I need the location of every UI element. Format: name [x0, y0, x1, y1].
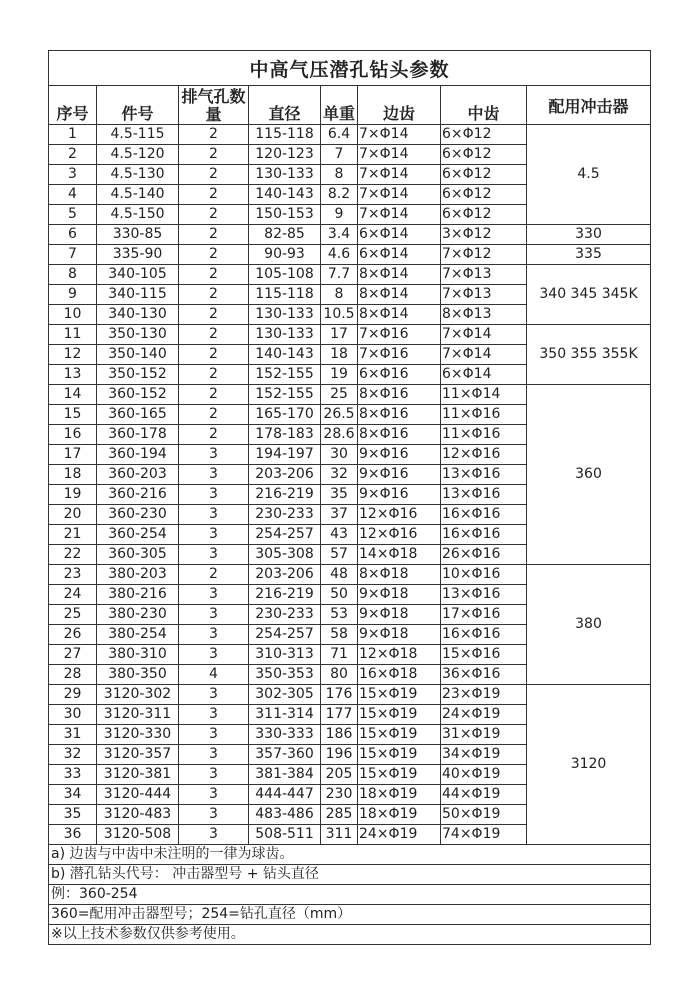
cell-unit-weight: 28.6	[321, 425, 358, 445]
header-diameter: 直径	[249, 86, 321, 125]
cell-diameter: 82-85	[249, 225, 321, 245]
cell-side-teeth: 6×Φ14	[358, 225, 441, 245]
cell-middle-teeth: 23×Φ19	[441, 685, 527, 705]
cell-unit-weight: 26.5	[321, 405, 358, 425]
cell-exhaust-holes: 3	[179, 685, 249, 705]
cell-unit-weight: 58	[321, 625, 358, 645]
cell-middle-teeth: 36×Φ16	[441, 665, 527, 685]
note-row	[49, 905, 651, 925]
cell-middle-teeth: 6×Φ12	[441, 205, 527, 225]
cell-part-number: 4.5-140	[97, 185, 179, 205]
cell-seq: 36	[49, 825, 97, 845]
cell-exhaust-holes: 2	[179, 225, 249, 245]
cell-exhaust-holes: 2	[179, 265, 249, 285]
cell-side-teeth: 8×Φ14	[358, 285, 441, 305]
cell-unit-weight: 6.4	[321, 125, 358, 145]
cell-part-number: 380-216	[97, 585, 179, 605]
cell-unit-weight: 8	[321, 165, 358, 185]
cell-part-number: 360-305	[97, 545, 179, 565]
cell-part-number: 3120-483	[97, 805, 179, 825]
cell-middle-teeth: 31×Φ19	[441, 725, 527, 745]
cell-seq: 18	[49, 465, 97, 485]
cell-seq: 34	[49, 785, 97, 805]
cell-unit-weight: 53	[321, 605, 358, 625]
cell-unit-weight: 177	[321, 705, 358, 725]
note-row	[49, 925, 651, 945]
cell-part-number: 360-178	[97, 425, 179, 445]
cell-seq: 3	[49, 165, 97, 185]
cell-impactor: 3120	[527, 685, 651, 845]
cell-side-teeth: 9×Φ18	[358, 585, 441, 605]
cell-seq: 27	[49, 645, 97, 665]
cell-exhaust-holes: 3	[179, 445, 249, 465]
cell-side-teeth: 8×Φ18	[358, 565, 441, 585]
cell-diameter: 311-314	[249, 705, 321, 725]
cell-diameter: 140-143	[249, 345, 321, 365]
cell-exhaust-holes: 2	[179, 425, 249, 445]
cell-middle-teeth: 50×Φ19	[441, 805, 527, 825]
cell-unit-weight: 48	[321, 565, 358, 585]
table-row	[49, 685, 651, 705]
cell-middle-teeth: 6×Φ14	[441, 365, 527, 385]
parameter-sheet	[48, 50, 650, 945]
cell-part-number: 380-230	[97, 605, 179, 625]
cell-unit-weight: 30	[321, 445, 358, 465]
cell-exhaust-holes: 3	[179, 705, 249, 725]
cell-seq: 10	[49, 305, 97, 325]
cell-seq: 29	[49, 685, 97, 705]
cell-middle-teeth: 7×Φ13	[441, 285, 527, 305]
notes-section	[49, 845, 651, 945]
cell-exhaust-holes: 3	[179, 525, 249, 545]
header-unit-weight: 单重	[321, 86, 358, 125]
cell-middle-teeth: 16×Φ16	[441, 625, 527, 645]
cell-middle-teeth: 16×Φ16	[441, 525, 527, 545]
cell-seq: 13	[49, 365, 97, 385]
cell-part-number: 340-130	[97, 305, 179, 325]
cell-unit-weight: 285	[321, 805, 358, 825]
cell-unit-weight: 18	[321, 345, 358, 365]
cell-middle-teeth: 40×Φ19	[441, 765, 527, 785]
cell-diameter: 130-133	[249, 165, 321, 185]
cell-diameter: 230-233	[249, 505, 321, 525]
note-row	[49, 885, 651, 905]
cell-impactor: 380	[527, 565, 651, 685]
cell-seq: 5	[49, 205, 97, 225]
cell-middle-teeth: 11×Φ16	[441, 425, 527, 445]
cell-exhaust-holes: 2	[179, 345, 249, 365]
table-row	[49, 245, 651, 265]
cell-exhaust-holes: 2	[179, 385, 249, 405]
cell-side-teeth: 6×Φ14	[358, 245, 441, 265]
cell-part-number: 360-203	[97, 465, 179, 485]
table-row	[49, 125, 651, 145]
cell-unit-weight: 311	[321, 825, 358, 845]
cell-diameter: 90-93	[249, 245, 321, 265]
note-text: a) 边齿与中齿中未注明的一律为球齿。	[49, 845, 651, 865]
cell-middle-teeth: 3×Φ12	[441, 225, 527, 245]
cell-seq: 31	[49, 725, 97, 745]
cell-diameter: 444-447	[249, 785, 321, 805]
cell-seq: 35	[49, 805, 97, 825]
cell-diameter: 178-183	[249, 425, 321, 445]
note-row	[49, 845, 651, 865]
cell-seq: 22	[49, 545, 97, 565]
cell-exhaust-holes: 2	[179, 205, 249, 225]
cell-side-teeth: 14×Φ18	[358, 545, 441, 565]
cell-side-teeth: 12×Φ16	[358, 505, 441, 525]
cell-seq: 6	[49, 225, 97, 245]
cell-part-number: 360-165	[97, 405, 179, 425]
cell-middle-teeth: 24×Φ19	[441, 705, 527, 725]
cell-part-number: 3120-444	[97, 785, 179, 805]
cell-side-teeth: 8×Φ14	[358, 265, 441, 285]
cell-seq: 26	[49, 625, 97, 645]
cell-middle-teeth: 7×Φ13	[441, 265, 527, 285]
cell-side-teeth: 15×Φ19	[358, 725, 441, 745]
cell-middle-teeth: 17×Φ16	[441, 605, 527, 625]
cell-diameter: 350-353	[249, 665, 321, 685]
cell-unit-weight: 35	[321, 485, 358, 505]
cell-unit-weight: 196	[321, 745, 358, 765]
cell-impactor: 340 345 345K	[527, 265, 651, 325]
cell-unit-weight: 7.7	[321, 265, 358, 285]
cell-diameter: 165-170	[249, 405, 321, 425]
cell-part-number: 360-194	[97, 445, 179, 465]
cell-exhaust-holes: 3	[179, 505, 249, 525]
cell-part-number: 380-350	[97, 665, 179, 685]
cell-unit-weight: 71	[321, 645, 358, 665]
note-text: b) 潜孔钻头代号： 冲击器型号 + 钻头直径	[49, 865, 651, 885]
cell-side-teeth: 7×Φ16	[358, 345, 441, 365]
cell-seq: 4	[49, 185, 97, 205]
cell-middle-teeth: 6×Φ12	[441, 145, 527, 165]
cell-side-teeth: 9×Φ16	[358, 465, 441, 485]
cell-seq: 20	[49, 505, 97, 525]
cell-side-teeth: 12×Φ18	[358, 645, 441, 665]
cell-side-teeth: 6×Φ16	[358, 365, 441, 385]
cell-exhaust-holes: 3	[179, 725, 249, 745]
cell-exhaust-holes: 3	[179, 785, 249, 805]
cell-diameter: 152-155	[249, 385, 321, 405]
cell-side-teeth: 9×Φ18	[358, 605, 441, 625]
note-row	[49, 865, 651, 885]
cell-unit-weight: 25	[321, 385, 358, 405]
cell-exhaust-holes: 2	[179, 405, 249, 425]
cell-middle-teeth: 7×Φ14	[441, 345, 527, 365]
cell-part-number: 360-254	[97, 525, 179, 545]
cell-side-teeth: 15×Φ19	[358, 685, 441, 705]
cell-seq: 33	[49, 765, 97, 785]
cell-middle-teeth: 74×Φ19	[441, 825, 527, 845]
cell-side-teeth: 18×Φ19	[358, 785, 441, 805]
cell-diameter: 203-206	[249, 465, 321, 485]
cell-exhaust-holes: 2	[179, 305, 249, 325]
cell-diameter: 140-143	[249, 185, 321, 205]
table-body	[49, 125, 651, 845]
cell-part-number: 3120-357	[97, 745, 179, 765]
cell-part-number: 360-152	[97, 385, 179, 405]
cell-side-teeth: 15×Φ19	[358, 765, 441, 785]
cell-diameter: 152-155	[249, 365, 321, 385]
cell-diameter: 305-308	[249, 545, 321, 565]
note-text: ※以上技术参数仅供参考使用。	[49, 925, 651, 945]
cell-seq: 30	[49, 705, 97, 725]
cell-diameter: 357-360	[249, 745, 321, 765]
header-middle-teeth: 中齿	[441, 86, 527, 125]
cell-side-teeth: 18×Φ19	[358, 805, 441, 825]
cell-side-teeth: 8×Φ16	[358, 405, 441, 425]
cell-exhaust-holes: 3	[179, 465, 249, 485]
cell-part-number: 350-152	[97, 365, 179, 385]
cell-part-number: 4.5-130	[97, 165, 179, 185]
cell-unit-weight: 37	[321, 505, 358, 525]
cell-side-teeth: 9×Φ16	[358, 485, 441, 505]
cell-exhaust-holes: 2	[179, 365, 249, 385]
cell-seq: 28	[49, 665, 97, 685]
cell-diameter: 130-133	[249, 305, 321, 325]
cell-seq: 8	[49, 265, 97, 285]
cell-exhaust-holes: 3	[179, 585, 249, 605]
cell-middle-teeth: 6×Φ12	[441, 125, 527, 145]
cell-exhaust-holes: 2	[179, 285, 249, 305]
cell-part-number: 3120-330	[97, 725, 179, 745]
cell-part-number: 3120-381	[97, 765, 179, 785]
table-row	[49, 225, 651, 245]
cell-unit-weight: 9	[321, 205, 358, 225]
cell-part-number: 330-85	[97, 225, 179, 245]
cell-part-number: 380-310	[97, 645, 179, 665]
cell-seq: 1	[49, 125, 97, 145]
cell-middle-teeth: 13×Φ16	[441, 465, 527, 485]
cell-exhaust-holes: 4	[179, 665, 249, 685]
cell-seq: 2	[49, 145, 97, 165]
cell-diameter: 115-118	[249, 125, 321, 145]
cell-unit-weight: 57	[321, 545, 358, 565]
cell-exhaust-holes: 2	[179, 145, 249, 165]
cell-middle-teeth: 44×Φ19	[441, 785, 527, 805]
cell-part-number: 380-254	[97, 625, 179, 645]
cell-unit-weight: 80	[321, 665, 358, 685]
cell-side-teeth: 12×Φ16	[358, 525, 441, 545]
header-exhaust-holes: 排气孔数量	[179, 86, 249, 125]
cell-exhaust-holes: 3	[179, 745, 249, 765]
cell-part-number: 3120-311	[97, 705, 179, 725]
cell-unit-weight: 8.2	[321, 185, 358, 205]
cell-middle-teeth: 7×Φ12	[441, 245, 527, 265]
cell-impactor: 335	[527, 245, 651, 265]
header-seq: 序号	[49, 86, 97, 125]
cell-side-teeth: 7×Φ14	[358, 145, 441, 165]
cell-seq: 17	[49, 445, 97, 465]
table-row	[49, 265, 651, 285]
cell-diameter: 381-384	[249, 765, 321, 785]
cell-seq: 9	[49, 285, 97, 305]
cell-side-teeth: 7×Φ14	[358, 165, 441, 185]
cell-middle-teeth: 6×Φ12	[441, 185, 527, 205]
cell-diameter: 254-257	[249, 625, 321, 645]
cell-seq: 23	[49, 565, 97, 585]
cell-diameter: 216-219	[249, 485, 321, 505]
cell-part-number: 335-90	[97, 245, 179, 265]
note-text: 例：360-254	[49, 885, 651, 905]
cell-diameter: 203-206	[249, 565, 321, 585]
cell-middle-teeth: 16×Φ16	[441, 505, 527, 525]
cell-part-number: 340-105	[97, 265, 179, 285]
cell-seq: 15	[49, 405, 97, 425]
cell-diameter: 194-197	[249, 445, 321, 465]
cell-diameter: 310-313	[249, 645, 321, 665]
cell-side-teeth: 7×Φ14	[358, 205, 441, 225]
cell-unit-weight: 230	[321, 785, 358, 805]
cell-side-teeth: 8×Φ14	[358, 305, 441, 325]
cell-impactor: 360	[527, 385, 651, 565]
table-row	[49, 565, 651, 585]
cell-unit-weight: 176	[321, 685, 358, 705]
cell-middle-teeth: 15×Φ16	[441, 645, 527, 665]
cell-middle-teeth: 12×Φ16	[441, 445, 527, 465]
cell-side-teeth: 7×Φ16	[358, 325, 441, 345]
cell-middle-teeth: 6×Φ12	[441, 165, 527, 185]
cell-side-teeth: 9×Φ16	[358, 445, 441, 465]
cell-diameter: 483-486	[249, 805, 321, 825]
cell-part-number: 360-230	[97, 505, 179, 525]
cell-unit-weight: 17	[321, 325, 358, 345]
cell-part-number: 350-140	[97, 345, 179, 365]
cell-exhaust-holes: 2	[179, 325, 249, 345]
cell-impactor: 4.5	[527, 125, 651, 225]
cell-exhaust-holes: 2	[179, 125, 249, 145]
cell-diameter: 150-153	[249, 205, 321, 225]
cell-unit-weight: 50	[321, 585, 358, 605]
cell-part-number: 3120-302	[97, 685, 179, 705]
cell-seq: 32	[49, 745, 97, 765]
cell-unit-weight: 43	[321, 525, 358, 545]
cell-exhaust-holes: 3	[179, 805, 249, 825]
cell-seq: 16	[49, 425, 97, 445]
cell-unit-weight: 4.6	[321, 245, 358, 265]
cell-unit-weight: 32	[321, 465, 358, 485]
cell-exhaust-holes: 3	[179, 765, 249, 785]
cell-unit-weight: 186	[321, 725, 358, 745]
cell-part-number: 360-216	[97, 485, 179, 505]
cell-exhaust-holes: 3	[179, 645, 249, 665]
note-text: 360=配用冲击器型号；254=钻孔直径（mm）	[49, 905, 651, 925]
cell-side-teeth: 8×Φ16	[358, 425, 441, 445]
cell-diameter: 302-305	[249, 685, 321, 705]
cell-middle-teeth: 34×Φ19	[441, 745, 527, 765]
cell-part-number: 350-130	[97, 325, 179, 345]
header-part-number: 件号	[97, 86, 179, 125]
cell-part-number: 380-203	[97, 565, 179, 585]
table-title: 中高气压潜孔钻头参数	[49, 51, 651, 86]
cell-middle-teeth: 7×Φ14	[441, 325, 527, 345]
cell-seq: 11	[49, 325, 97, 345]
cell-side-teeth: 24×Φ19	[358, 825, 441, 845]
cell-unit-weight: 10.5	[321, 305, 358, 325]
cell-seq: 25	[49, 605, 97, 625]
cell-impactor: 350 355 355K	[527, 325, 651, 385]
cell-middle-teeth: 11×Φ16	[441, 405, 527, 425]
cell-part-number: 4.5-115	[97, 125, 179, 145]
cell-diameter: 115-118	[249, 285, 321, 305]
cell-diameter: 254-257	[249, 525, 321, 545]
cell-unit-weight: 205	[321, 765, 358, 785]
cell-side-teeth: 16×Φ18	[358, 665, 441, 685]
cell-diameter: 230-233	[249, 605, 321, 625]
cell-part-number: 4.5-150	[97, 205, 179, 225]
cell-diameter: 120-123	[249, 145, 321, 165]
cell-middle-teeth: 11×Φ14	[441, 385, 527, 405]
cell-middle-teeth: 8×Φ13	[441, 305, 527, 325]
cell-middle-teeth: 10×Φ16	[441, 565, 527, 585]
cell-part-number: 4.5-120	[97, 145, 179, 165]
cell-unit-weight: 3.4	[321, 225, 358, 245]
cell-part-number: 340-115	[97, 285, 179, 305]
cell-exhaust-holes: 2	[179, 165, 249, 185]
cell-impactor: 330	[527, 225, 651, 245]
cell-side-teeth: 15×Φ19	[358, 705, 441, 725]
cell-unit-weight: 8	[321, 285, 358, 305]
cell-exhaust-holes: 3	[179, 545, 249, 565]
cell-side-teeth: 8×Φ16	[358, 385, 441, 405]
cell-seq: 7	[49, 245, 97, 265]
cell-exhaust-holes: 3	[179, 825, 249, 845]
table-row	[49, 325, 651, 345]
cell-diameter: 105-108	[249, 265, 321, 285]
table-row	[49, 385, 651, 405]
cell-diameter: 508-511	[249, 825, 321, 845]
cell-exhaust-holes: 2	[179, 185, 249, 205]
cell-middle-teeth: 13×Φ16	[441, 585, 527, 605]
cell-side-teeth: 9×Φ18	[358, 625, 441, 645]
cell-side-teeth: 15×Φ19	[358, 745, 441, 765]
cell-exhaust-holes: 2	[179, 245, 249, 265]
cell-unit-weight: 19	[321, 365, 358, 385]
cell-seq: 19	[49, 485, 97, 505]
cell-middle-teeth: 26×Φ16	[441, 545, 527, 565]
cell-seq: 24	[49, 585, 97, 605]
cell-exhaust-holes: 3	[179, 485, 249, 505]
cell-exhaust-holes: 3	[179, 605, 249, 625]
cell-side-teeth: 7×Φ14	[358, 125, 441, 145]
cell-diameter: 130-133	[249, 325, 321, 345]
cell-exhaust-holes: 3	[179, 625, 249, 645]
cell-middle-teeth: 13×Φ16	[441, 485, 527, 505]
cell-seq: 21	[49, 525, 97, 545]
header-impactor: 配用冲击器	[527, 86, 651, 125]
cell-seq: 14	[49, 385, 97, 405]
cell-diameter: 330-333	[249, 725, 321, 745]
header-side-teeth: 边齿	[358, 86, 441, 125]
cell-unit-weight: 7	[321, 145, 358, 165]
cell-diameter: 216-219	[249, 585, 321, 605]
cell-exhaust-holes: 2	[179, 565, 249, 585]
cell-part-number: 3120-508	[97, 825, 179, 845]
drill-bit-table	[48, 50, 651, 945]
cell-seq: 12	[49, 345, 97, 365]
cell-side-teeth: 7×Φ14	[358, 185, 441, 205]
